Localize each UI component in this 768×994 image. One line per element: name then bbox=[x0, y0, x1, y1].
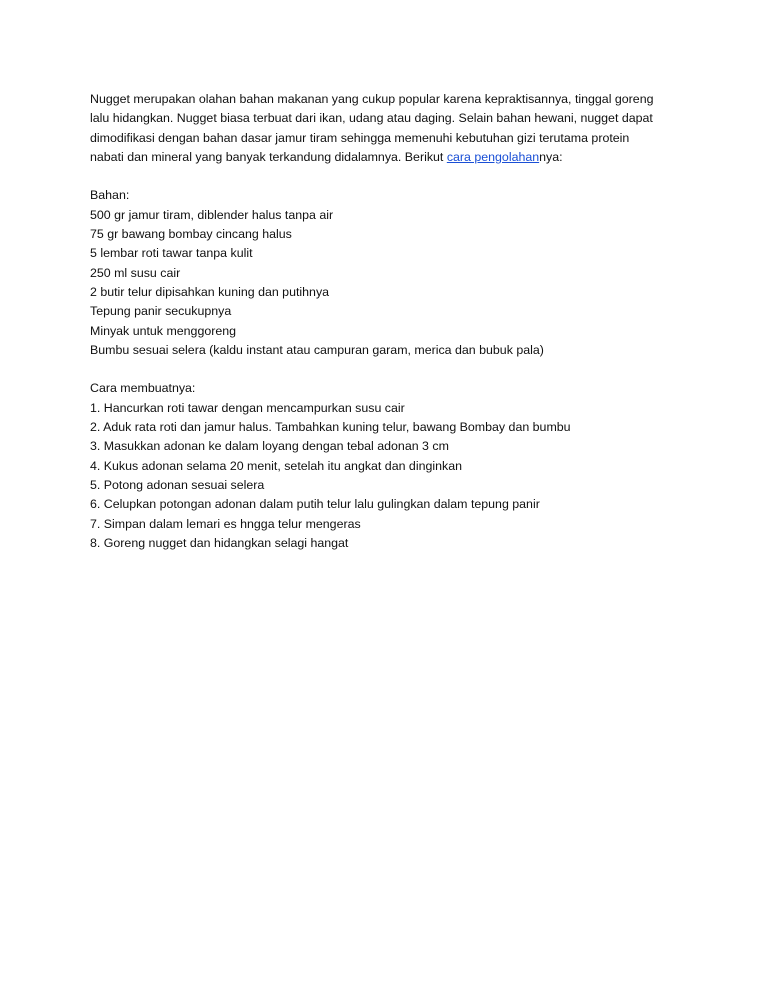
paragraph-spacer bbox=[90, 167, 690, 186]
ingredient-item: 2 butir telur dipisahkan kuning dan putihnya bbox=[90, 284, 330, 299]
step-item: 3. Masukkan adonan ke dalam loyang dengan tebal adonan 3 cm bbox=[90, 439, 449, 454]
steps-section bbox=[90, 379, 690, 553]
ingredients-section bbox=[90, 186, 690, 360]
intro-text-before-link: nabati dan mineral yang banyak terkandung didalamnya. Berikut bbox=[90, 149, 447, 164]
ingredient-item: 500 gr jamur tiram, diblender halus tanpa air bbox=[90, 207, 334, 222]
cara-pengolahan-link[interactable]: cara pengolahan bbox=[446, 149, 540, 164]
ingredient-item: 75 gr bawang bombay cincang halus bbox=[90, 227, 292, 242]
intro-paragraph bbox=[90, 90, 690, 167]
ingredient-item: Tepung panir secukupnya bbox=[90, 304, 232, 319]
step-item: 5. Potong adonan sesuai selera bbox=[90, 477, 265, 492]
paragraph-spacer bbox=[90, 360, 690, 379]
steps-heading: Cara membuatnya: bbox=[90, 381, 196, 396]
ingredient-item: 5 lembar roti tawar tanpa kulit bbox=[90, 246, 253, 261]
step-item: 7. Simpan dalam lemari es hngga telur mengeras bbox=[90, 516, 361, 531]
intro-line: lalu hidangkan. Nugget biasa terbuat dari ikan, udang atau daging. Selain bahan hewani, nugget dapat bbox=[90, 111, 653, 126]
ingredient-item: Minyak untuk menggoreng bbox=[90, 323, 237, 338]
ingredients-heading: Bahan: bbox=[90, 188, 130, 203]
step-item: 4. Kukus adonan selama 20 menit, setelah itu angkat dan dinginkan bbox=[90, 458, 462, 473]
ingredient-item: 250 ml susu cair bbox=[90, 265, 181, 280]
intro-line: dimodifikasi dengan bahan dasar jamur tiram sehingga memenuhi kebutuhan gizi terutama protein bbox=[90, 130, 630, 145]
intro-text-after-link: nya: bbox=[539, 149, 563, 164]
intro-line-with-link bbox=[90, 148, 690, 167]
step-item: 1. Hancurkan roti tawar dengan mencampurkan susu cair bbox=[90, 400, 405, 415]
intro-line: Nugget merupakan olahan bahan makanan yang cukup popular karena kepraktisannya, tinggal goreng bbox=[90, 92, 654, 106]
step-item: 6. Celupkan potongan adonan dalam putih telur lalu gulingkan dalam tepung panir bbox=[90, 497, 540, 512]
step-item: 8. Goreng nugget dan hidangkan selagi hangat bbox=[90, 535, 349, 550]
ingredient-item: Bumbu sesuai selera (kaldu instant atau campuran garam, merica dan bubuk pala) bbox=[90, 342, 544, 357]
document-body bbox=[90, 90, 690, 553]
step-item: 2. Aduk rata roti dan jamur halus. Tambahkan kuning telur, bawang Bombay dan bumbu bbox=[90, 420, 571, 435]
